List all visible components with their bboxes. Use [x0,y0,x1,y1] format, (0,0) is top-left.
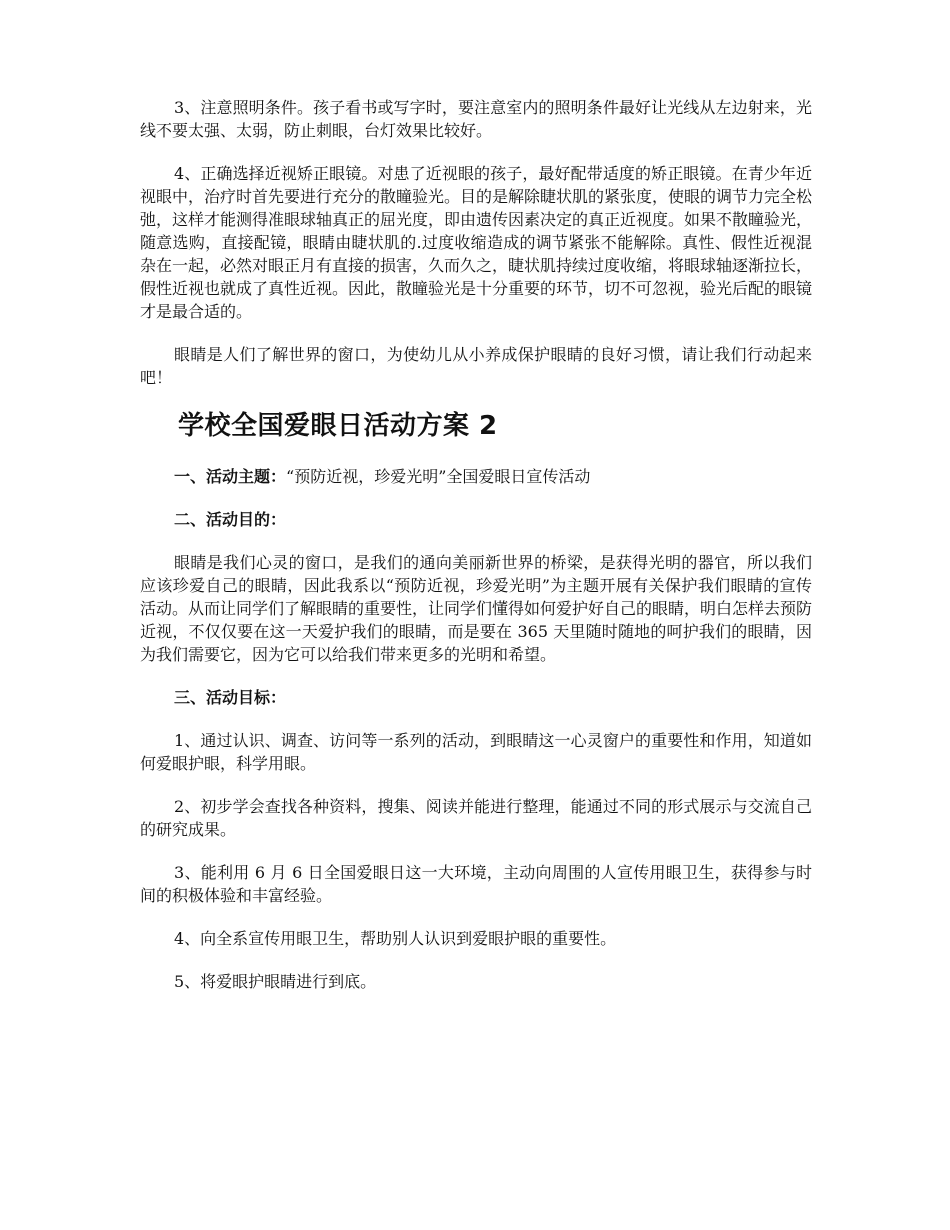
goal-item: 2、初步学会查找各种资料，搜集、阅读并能进行整理，能通过不同的形式展示与交流自己的研究成果。 [140,797,812,839]
goal-item: 3、能利用 6 月 6 日全国爱眼日这一大环境，主动向周围的人宣传用眼卫生，获得参与时间的积极体验和丰富经验。 [140,863,812,905]
activity-theme-text: “预防近视，珍爱光明”全国爱眼日宣传活动 [286,467,591,486]
activity-theme [140,465,812,488]
activity-theme-label: 一、活动主题： [174,467,287,486]
paragraph-glasses: 4、正确选择近视矫正眼镜。对患了近视眼的孩子，最好配带适度的矫正眼镜。在青少年近视眼中，治疗时首先要进行充分的散瞳验光。目的是解除睫状肌的紧张度，使眼的调节力完全松弛，这样才能测得准眼球轴真正的屈光度，即由遗传因素决定的真正近视度。如果不散瞳验光，随意选购，直接配镜，眼睛由睫状肌的.过度收缩造成的调节紧张不能解除。真性、假性近视混杂在一起，必然对眼正月有直接的损害，久而久之，睫状肌持续过度收缩，将眼球轴逐渐拉长，假性近视也就成了真性近视。因此，散瞳验光是十分重要的环节，切不可忽视，验光后配的眼镜才是最合适的。 [140,164,813,321]
activity-purpose-heading [140,508,812,531]
goal-item: 1、通过认识、调查、访问等一系列的活动，到眼睛这一心灵窗户的重要性和作用，知道如何爱眼护眼，科学用眼。 [140,731,812,773]
activity-purpose-label: 二、活动目的： [174,510,287,529]
goal-item: 5、将爱眼护眼睛进行到底。 [174,972,377,991]
document-page [140,96,812,1013]
activity-goals-heading [140,686,812,709]
paragraph-lighting: 3、注意照明条件。孩子看书或写字时，要注意室内的照明条件最好让光线从左边射来，光线不要太强、太弱，防止刺眼，台灯效果比较好。 [140,98,812,140]
section-heading: 学校全国爱眼日活动方案 2 [178,411,498,441]
goal-item: 4、向全系宣传用眼卫生，帮助别人认识到爱眼护眼的重要性。 [174,929,617,948]
activity-goals-label: 三、活动目标： [174,688,287,707]
paragraph-purpose: 眼睛是我们心灵的窗口，是我们的通向美丽新世界的桥梁，是获得光明的器官，所以我们应该珍爱自己的眼睛，因此我系以“预防近视，珍爱光明”为主题开展有关保护我们眼睛的宣传活动。从而让同学们了解眼睛的重要性，让同学们懂得如何爱护好自己的眼睛，明白怎样去预防近视，不仅仅要在这一天爱护我们的眼睛，而是要在 365 天里随时随地的呵护我们的眼睛，因为我们需要它，因为它可以给我们带来更多的光明和希望。 [140,553,813,664]
paragraph-closing: 眼睛是人们了解世界的窗口，为使幼儿从小养成保护眼睛的良好习惯，请让我们行动起来吧！ [140,345,812,387]
